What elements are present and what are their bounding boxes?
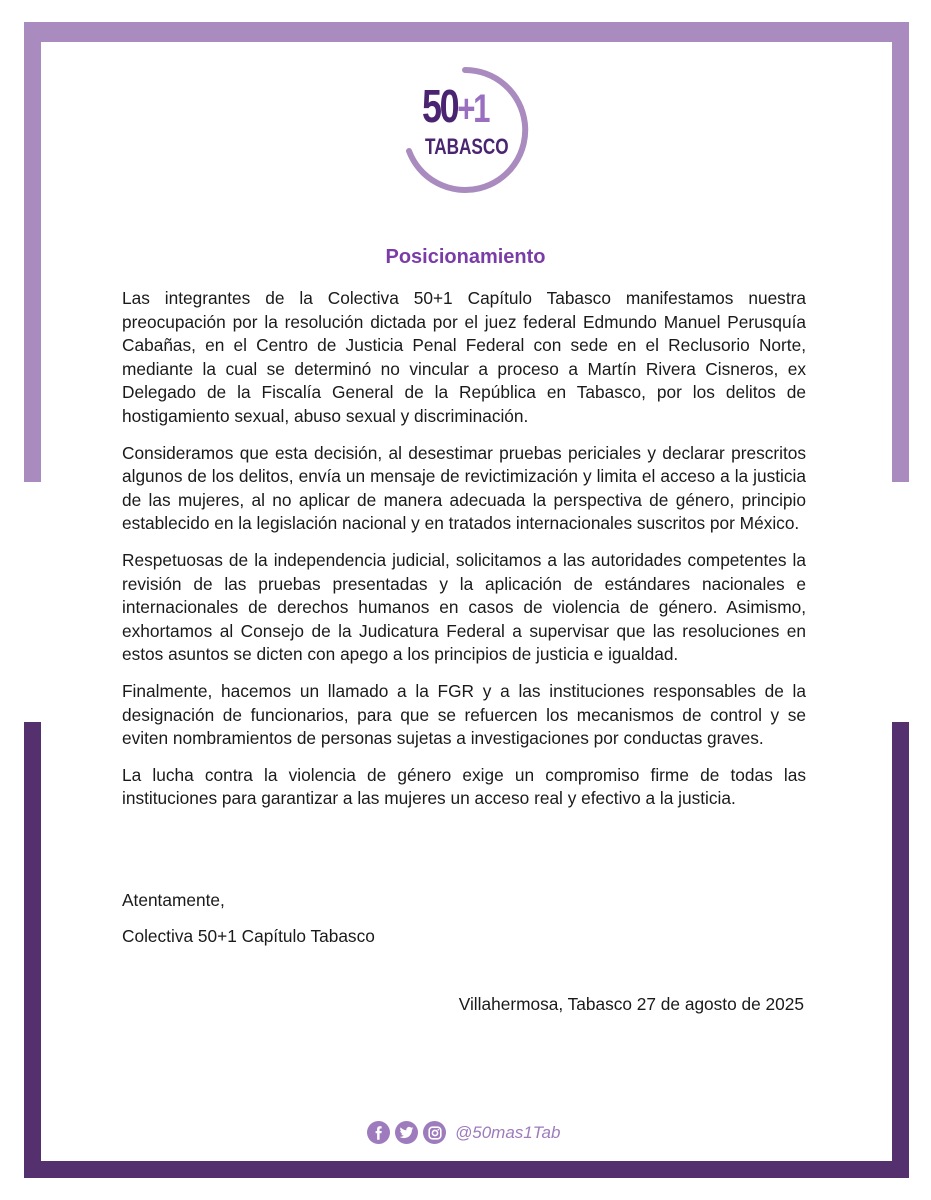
document-body bbox=[122, 287, 806, 824]
paragraph: Consideramos que esta decisión, al desestimar pruebas periciales y declarar prescritos algunos de los delitos, envía un mensaje de revictimización y limita el acceso a la justicia de las mujeres, al no aplicar de manera adecuada la perspectiva de género, principio establecido en la legislación nacional y en tratados internacionales suscritos por México. bbox=[122, 442, 806, 534]
paragraph: Respetuosas de la independencia judicial, solicitamos a las autoridades competentes la revisión de las pruebas presentadas y la aplicación de estándares nacionales e internacionales de derechos humanos en casos de violencia de género. Asimismo, exhortamos al Consejo de la Judicatura Federal a supervisar que las resoluciones en estos asuntos se dicten con apego a los principios de justicia e igualdad. bbox=[122, 549, 806, 665]
logo bbox=[400, 65, 530, 195]
place-date: Villahermosa, Tabasco 27 de agosto de 2025 bbox=[458, 994, 804, 1014]
social-links bbox=[367, 1121, 560, 1144]
signature: Colectiva 50+1 Capítulo Tabasco bbox=[122, 926, 375, 946]
closing bbox=[122, 888, 375, 960]
document-title: Posicionamiento bbox=[385, 246, 546, 268]
facebook-icon[interactable] bbox=[367, 1121, 390, 1144]
instagram-icon[interactable] bbox=[423, 1121, 446, 1144]
logo-plus: +1 bbox=[457, 87, 489, 131]
paragraph: Las integrantes de la Colectiva 50+1 Capítulo Tabasco manifestamos nuestra preocupación por la resolución dictada por el juez federal Edmundo Manuel Perusquía Cabañas, en el Centro de Justicia Penal Federal con sede en el Reclusorio Norte, mediante la cual se determinó no vincular a proceso a Martín Rivera Cisneros, ex Delegado de la Fiscalía General de la República en Tabasco, por los delitos de hostigamiento sexual, abuso sexual y discriminación. bbox=[122, 288, 806, 426]
salutation: Atentamente, bbox=[122, 890, 225, 910]
paragraph: La lucha contra la violencia de género exige un compromiso firme de todas las instituciones para garantizar a las mujeres un acceso real y efectivo a la justicia. bbox=[122, 764, 806, 809]
paragraph: Finalmente, hacemos un llamado a la FGR y a las instituciones responsables de la designación de funcionarios, para que se refuercen los mecanismos de control y se eviten nombramientos de personas sujetas a investigaciones por conductas graves. bbox=[122, 680, 806, 749]
logo-number: 50+1 bbox=[422, 80, 489, 132]
social-handle[interactable]: @50mas1Tab bbox=[455, 1122, 561, 1142]
twitter-icon[interactable] bbox=[395, 1121, 418, 1144]
logo-subtitle: TABASCO bbox=[425, 134, 509, 159]
